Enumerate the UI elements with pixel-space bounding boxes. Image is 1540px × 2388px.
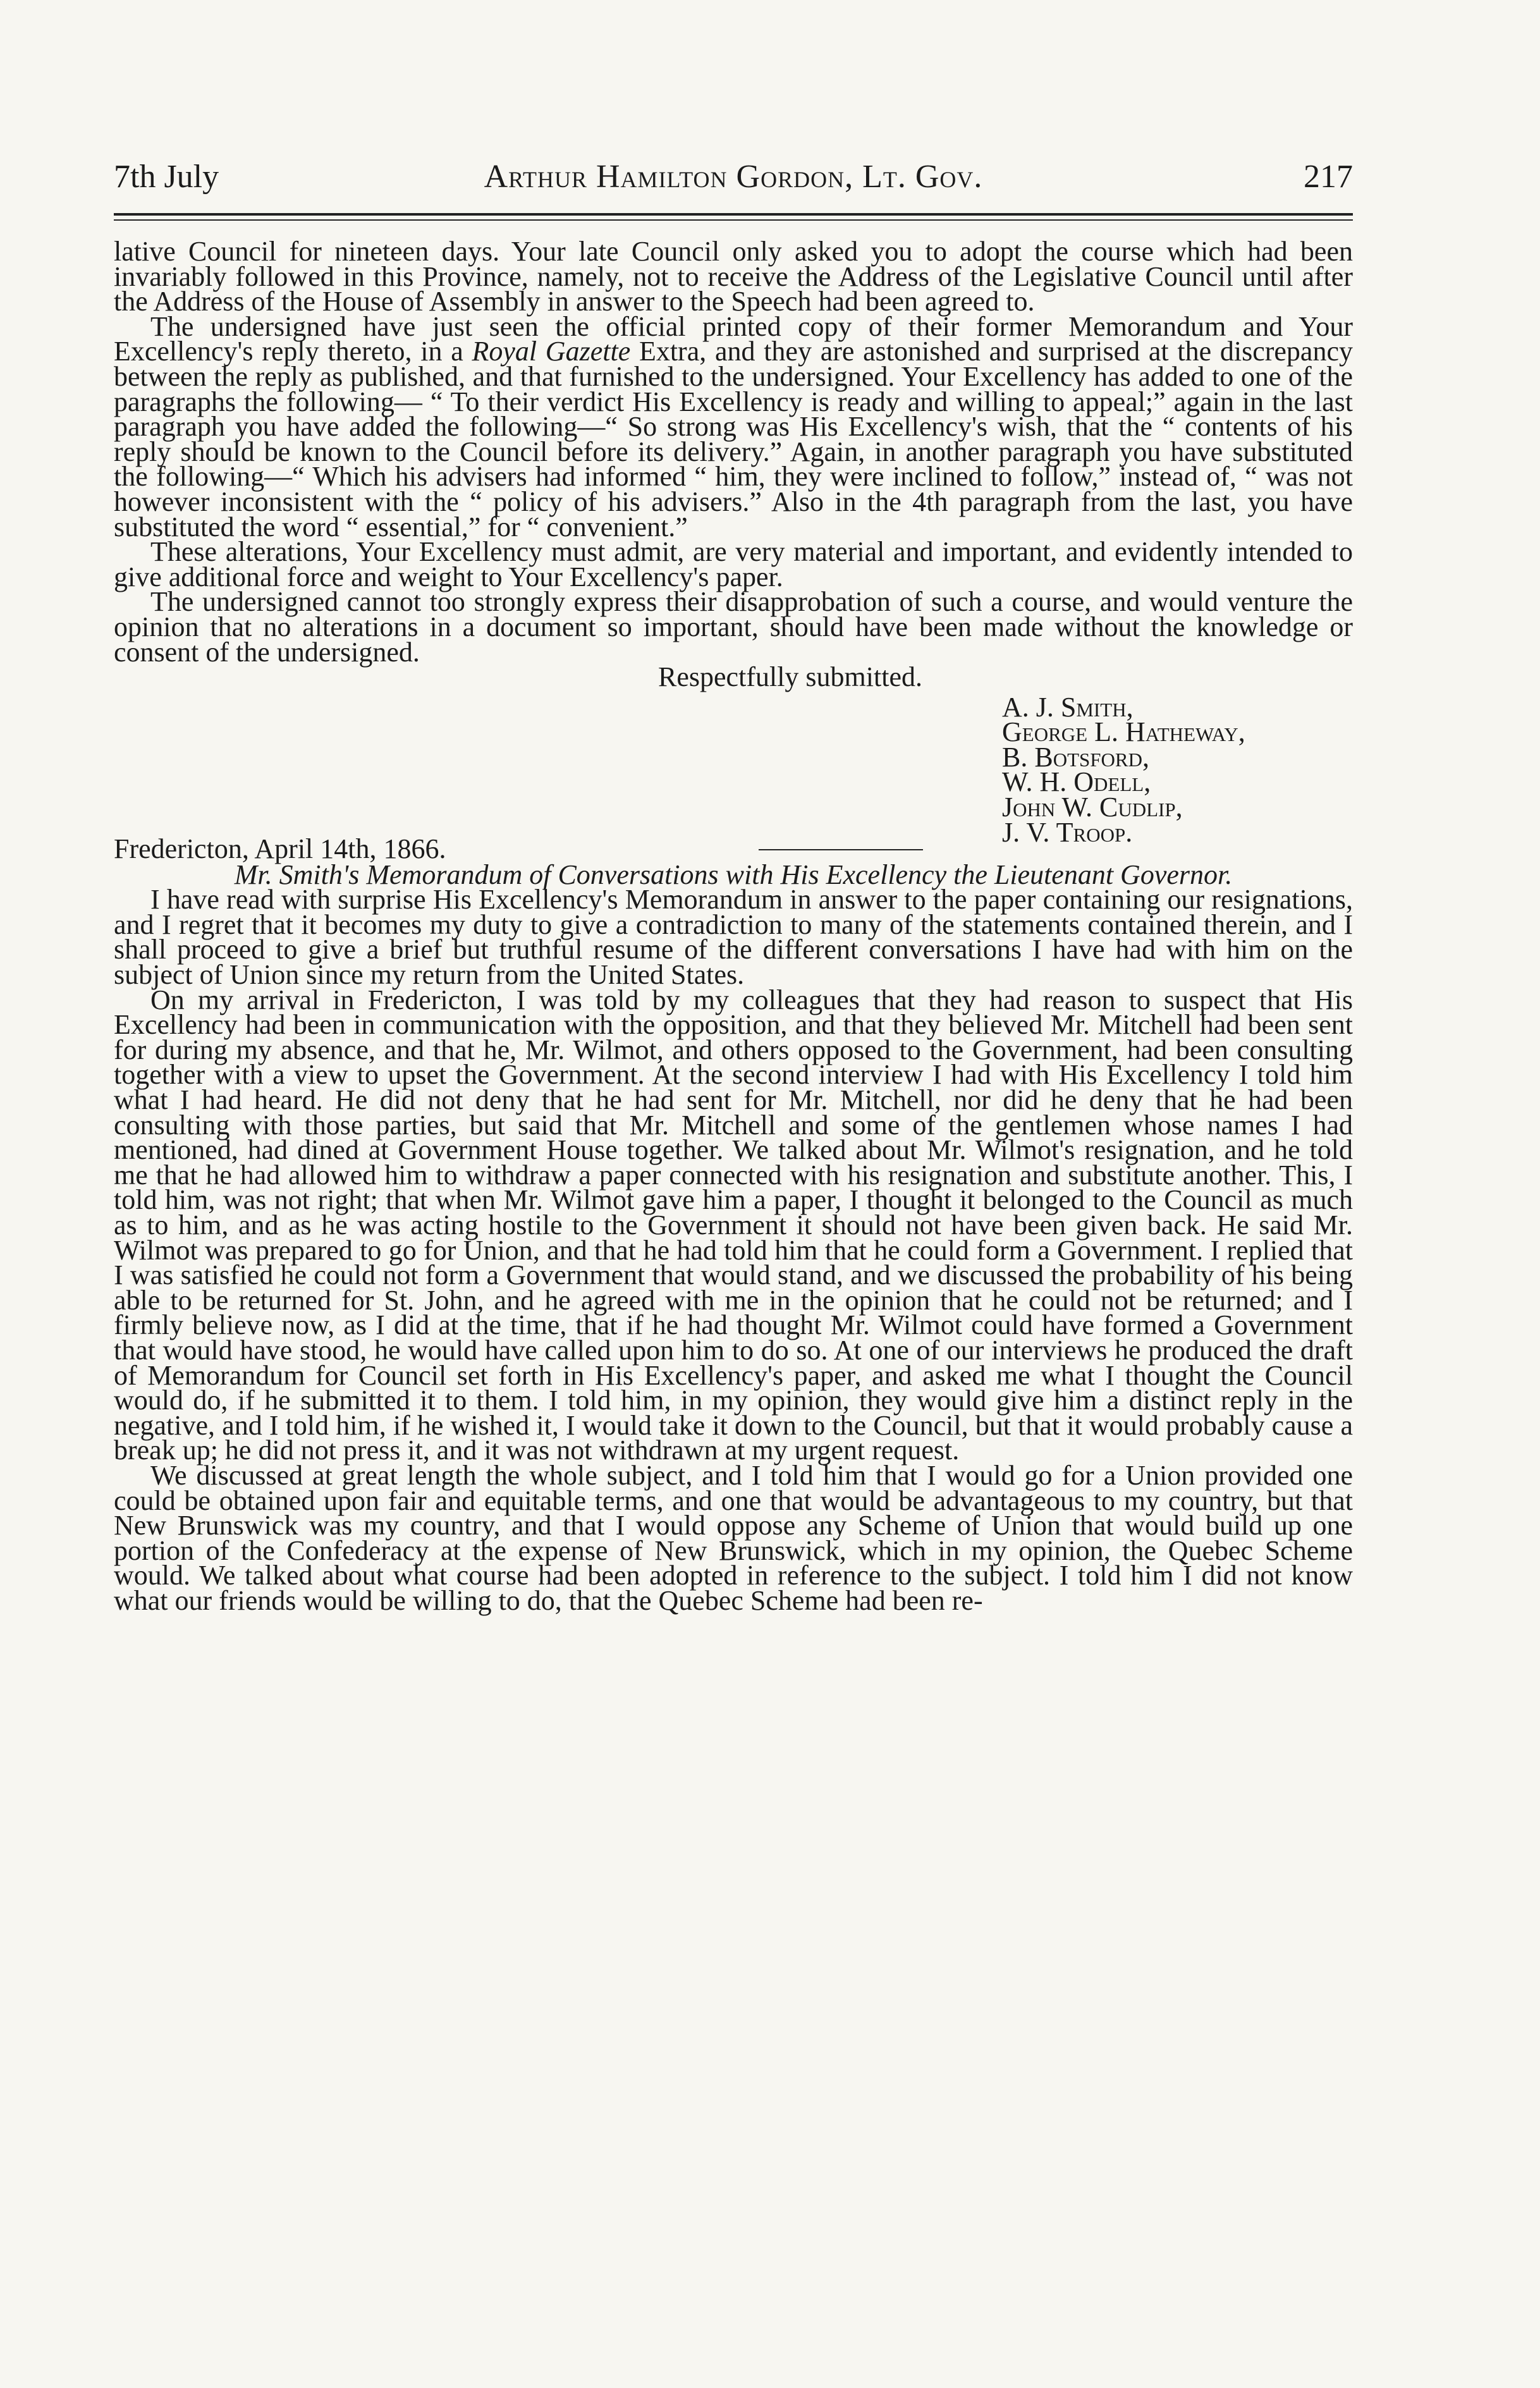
signatory-list (1002, 691, 1356, 848)
signatory: George L. Hatheway, (1002, 716, 1245, 748)
letter-paragraph-3: These alterations, Your Excellency must admit, are very material and important, and evidently intended to give additional force and weight to Your Excellency's paper. (114, 536, 1353, 592)
page-body (114, 236, 1353, 1616)
section-divider (759, 849, 923, 850)
signatory: B. Botsford, (1002, 741, 1149, 773)
place-date: Fredericton, April 14th, 1866. (114, 833, 446, 864)
letter-paragraph-1: lative Council for nineteen days. Your late Council only asked you to adopt the course which had been invariably followed in this Province, namely, not to receive the Address of the Legislative Council until after the Address of the House of Assembly in answer to the Speech had been agreed to. (114, 236, 1353, 317)
memo-paragraph-1: I have read with surprise His Excellency's Memorandum in answer to the paper containing our resignations, and I regret that it becomes my duty to give a contradiction to many of the statements contained therein, and I shall proceed to give a brief but truthful resume of the different conversations I have had with him on the subject of Union since my return from the United States. (114, 884, 1353, 991)
memo-paragraph-3: We discussed at great length the whole subject, and I told him that I would go for a Union provided one could be obtained upon fair and equitable terms, and one that would be advantageous to my country, but that New Brunswick was my country, and that I would oppose any Scheme of Union that would build up one portion of the Confederacy at the expense of New Brunswick, which in my opinion, the Quebec Scheme would. We talked about what course had been adopted in reference to the subject. I told him I did not know what our friends would be willing to do, that the Quebec Scheme had been re- (114, 1459, 1353, 1616)
closing-line: Respectfully submitted. (658, 661, 922, 693)
signatory: John W. Cudlip, (1002, 792, 1183, 823)
header-date: 7th July (114, 159, 219, 195)
header-rule-thin (114, 219, 1353, 221)
letter-paragraph-4: The undersigned cannot too strongly express their disapprobation of such a course, and would venture the opinion that no alterations in a document so important, should have been made without the knowledge or consent of the undersigned. (114, 586, 1353, 668)
header-rule-thick (114, 213, 1353, 216)
signatory: W. H. Odell, (1002, 766, 1151, 798)
signatory: A. J. Smith, (1002, 691, 1134, 723)
memorandum-title: Mr. Smith's Memorandum of Conversations with His Excellency the Lieutenant Governor. (234, 859, 1233, 890)
newspaper-name: Royal Gazette (472, 336, 631, 367)
running-header (114, 155, 1353, 199)
signature-block (114, 691, 1353, 864)
signatory: J. V. Troop. (1002, 816, 1133, 848)
header-title: Arthur Hamilton Gordon, Lt. Gov. (484, 159, 983, 195)
memo-paragraph-2: On my arrival in Fredericton, I was told by my colleagues that they had reason to suspect that His Excellency had been in communication with the opposition, and that they believed Mr. Mitchell had been sent for during my absence, and that he, Mr. Wilmot, and others opposed to the Government, had been consulting together with a view to upset the Government. At the second interview I had with His Excellency I told him what I had heard. He did not deny that he had sent for Mr. Mitchell, nor did he deny that he had been consulting with those parties, but said that Mr. Mitchell and some of the gentlemen whose names I had mentioned, had dined at Government House together. We talked about Mr. Wilmot's resignation, and he told me that he had allowed him to withdraw a paper connected with his resignation and substitute another. This, I told him, was not right; that when Mr. Wilmot gave him a paper, I thought it belonged to the Council as much as to him, and as he was acting hostile to the Government it should not have been given back. He said Mr. Wilmot was prepared to go for Union, and that he had told him that he could form a Government. I replied that I was satisfied he could not form a Government that would stand, and we discussed the probability of his being able to be returned for St. John, and he agreed with me in the opinion that he could not be returned; and I firmly believe now, as I did at the time, that if he had thought Mr. Wilmot could have formed a Government that would have stood, he would have called upon him to do so. At one of our interviews he produced the draft of Memorandum for Council set forth in His Excellency's paper, and asked me what I thought the Council would do, if he submitted it to them. I told him, in my opinion, they would give him a distinct reply in the negative, and I told him, if he wished it, I would take it down to the Council, but that it would probably cause a break up; he did not press it, and it was not withdrawn at my urgent request. (114, 984, 1353, 1466)
page-number: 217 (1304, 159, 1353, 195)
letter-paragraph-2: The undersigned have just seen the official printed copy of their former Memorandum and Your Excellency's reply thereto, in a Royal Gazette Extra, and they are astonished and surprised at the discrepancy between the reply as published, and that furnished to the undersigned. Your Excellency has added to one of the paragraphs the following— “ To their verdict His Excellency is ready and willing to appeal;” again in the last paragraph you have added the following—“ So strong was His Excellency's wish, that the “ contents of his reply should be known to the Council before its delivery.” Again, in another paragraph you have substituted the following—“ Which his advisers had informed “ him, they were inclined to follow,” instead of, “ was not however inconsistent with the “ policy of his advisers.” Also in the 4th paragraph from the last, you have substituted the word “ essential,” for “ convenient.” (114, 310, 1353, 542)
